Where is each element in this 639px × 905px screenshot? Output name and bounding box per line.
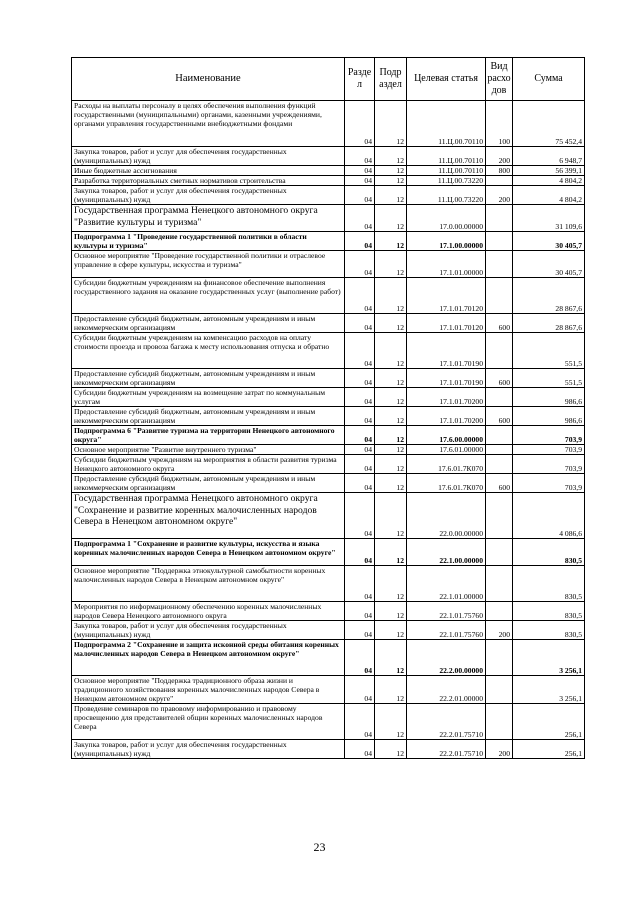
cell-amount: 703,9 — [513, 474, 585, 493]
cell-target: 17.1.01.70120 — [407, 278, 486, 314]
cell-amount: 830,5 — [513, 621, 585, 640]
cell-amount: 551,5 — [513, 369, 585, 388]
cell-subsection: 12 — [375, 640, 407, 676]
table-row — [72, 369, 585, 388]
cell-name: Подпрограмма 2 "Сохранение и защита исконной среды обитания коренных малочисленных народов Севера в Ненецком автономном округе" — [72, 640, 345, 676]
cell-target: 22.1.01.75760 — [407, 621, 486, 640]
header-name: Наименование — [72, 58, 345, 101]
cell-subsection: 12 — [375, 474, 407, 493]
cell-section: 04 — [345, 455, 375, 474]
cell-expense-type — [486, 539, 513, 566]
cell-subsection: 12 — [375, 407, 407, 426]
cell-section: 04 — [345, 101, 375, 147]
cell-name: Предоставление субсидий бюджетным, автономным учреждениям и иным некоммерческим организациям — [72, 407, 345, 426]
cell-amount: 30 405,7 — [513, 251, 585, 278]
cell-expense-type — [486, 493, 513, 539]
cell-expense-type — [486, 278, 513, 314]
header-amount: Сумма — [513, 58, 585, 101]
cell-target: 22.1.01.75760 — [407, 602, 486, 621]
cell-section: 04 — [345, 676, 375, 704]
cell-name: Основное мероприятие "Поддержка традиционного образа жизни и традиционного хозяйствования коренных малочисленных народов Севера в Ненецком автономном округе" — [72, 676, 345, 704]
cell-target: 22.1.00.00000 — [407, 539, 486, 566]
cell-name: Подпрограмма 1 "Проведение государственной политики в области культуры и туризма" — [72, 232, 345, 251]
cell-section: 04 — [345, 205, 375, 232]
cell-target: 17.1.01.70120 — [407, 314, 486, 333]
cell-name: Подпрограмма 6 "Развитие туризма на территории Ненецкого автономного округа" — [72, 426, 345, 445]
cell-target: 11.Ц.00.73220 — [407, 176, 486, 186]
cell-amount: 28 867,6 — [513, 278, 585, 314]
table-body — [72, 101, 585, 759]
cell-section: 04 — [345, 426, 375, 445]
cell-expense-type: 600 — [486, 369, 513, 388]
cell-target: 17.6.00.00000 — [407, 426, 486, 445]
cell-expense-type — [486, 232, 513, 251]
table-row — [72, 205, 585, 232]
table-row — [72, 186, 585, 205]
cell-expense-type — [486, 445, 513, 455]
cell-name: Иные бюджетные ассигнования — [72, 166, 345, 176]
cell-section: 04 — [345, 445, 375, 455]
cell-name: Закупка товаров, работ и услуг для обеспечения государственных (муниципальных) нужд — [72, 147, 345, 166]
budget-table — [71, 57, 585, 759]
cell-amount: 30 405,7 — [513, 232, 585, 251]
cell-amount: 4 804,2 — [513, 176, 585, 186]
table-row — [72, 474, 585, 493]
cell-amount: 551,5 — [513, 333, 585, 369]
cell-target: 22.2.01.75710 — [407, 704, 486, 740]
cell-section: 04 — [345, 369, 375, 388]
table-row — [72, 388, 585, 407]
cell-amount: 703,9 — [513, 426, 585, 445]
cell-target: 22.0.00.00000 — [407, 493, 486, 539]
cell-expense-type — [486, 176, 513, 186]
cell-target: 22.2.01.00000 — [407, 676, 486, 704]
cell-expense-type — [486, 676, 513, 704]
cell-subsection: 12 — [375, 455, 407, 474]
cell-expense-type — [486, 566, 513, 602]
cell-section: 04 — [345, 493, 375, 539]
cell-name: Разработка территориальных сметных нормативов строительства — [72, 176, 345, 186]
cell-subsection: 12 — [375, 676, 407, 704]
cell-section: 04 — [345, 147, 375, 166]
cell-target: 11.Ц.00.70110 — [407, 166, 486, 176]
cell-name: Подпрограмма 1 "Сохранение и развитие культуры, искусства и языка коренных малочисленных народов Севера в Ненецком автономном округе" — [72, 539, 345, 566]
cell-subsection: 12 — [375, 369, 407, 388]
table-row — [72, 407, 585, 426]
cell-name: Основное мероприятие "Проведение государственной политики и отраслевое управление в сфере культуры, искусства и туризма" — [72, 251, 345, 278]
table-row — [72, 333, 585, 369]
cell-amount: 31 109,6 — [513, 205, 585, 232]
table-row — [72, 166, 585, 176]
cell-subsection: 12 — [375, 388, 407, 407]
table-row — [72, 539, 585, 566]
cell-expense-type — [486, 251, 513, 278]
header-expense-type: Вид расхо дов — [486, 58, 513, 101]
cell-target: 11.Ц.00.70110 — [407, 101, 486, 147]
table-row — [72, 176, 585, 186]
cell-section: 04 — [345, 232, 375, 251]
table-row — [72, 602, 585, 621]
cell-section: 04 — [345, 176, 375, 186]
cell-name: Государственная программа Ненецкого автономного округа "Сохранение и развитие коренных малочисленных народов Севера в Ненецком автономном округе" — [72, 493, 345, 539]
cell-subsection: 12 — [375, 176, 407, 186]
cell-expense-type: 600 — [486, 407, 513, 426]
cell-name: Субсидии бюджетным учреждениям на компенсацию расходов на оплату стоимости проезда и провоза багажа к месту использования отпуска и обратно — [72, 333, 345, 369]
cell-section: 04 — [345, 602, 375, 621]
cell-amount: 3 256,1 — [513, 676, 585, 704]
cell-section: 04 — [345, 407, 375, 426]
cell-name: Проведение семинаров по правовому информированию и правовому просвещению для представителей общин коренных малочисленных народов Севера — [72, 704, 345, 740]
cell-target: 17.0.00.00000 — [407, 205, 486, 232]
cell-subsection: 12 — [375, 445, 407, 455]
cell-subsection: 12 — [375, 278, 407, 314]
cell-amount: 986,6 — [513, 388, 585, 407]
cell-section: 04 — [345, 566, 375, 602]
cell-target: 17.1.01.70190 — [407, 333, 486, 369]
page-number: 23 — [313, 840, 326, 854]
cell-target: 17.1.01.00000 — [407, 251, 486, 278]
cell-subsection: 12 — [375, 704, 407, 740]
cell-section: 04 — [345, 621, 375, 640]
cell-name: Закупка товаров, работ и услуг для обеспечения государственных (муниципальных) нужд — [72, 621, 345, 640]
cell-target: 22.1.01.00000 — [407, 566, 486, 602]
cell-name: Предоставление субсидий бюджетным, автономным учреждениям и иным некоммерческим организациям — [72, 369, 345, 388]
cell-amount: 4 086,6 — [513, 493, 585, 539]
cell-section: 04 — [345, 704, 375, 740]
cell-expense-type: 600 — [486, 314, 513, 333]
cell-subsection: 12 — [375, 602, 407, 621]
table-row — [72, 278, 585, 314]
cell-name: Субсидии бюджетным учреждениям на финансовое обеспечение выполнения государственного задания на оказание государственных услуг (выполнение работ) — [72, 278, 345, 314]
cell-subsection: 12 — [375, 314, 407, 333]
cell-amount: 703,9 — [513, 445, 585, 455]
cell-subsection: 12 — [375, 493, 407, 539]
cell-subsection: 12 — [375, 101, 407, 147]
cell-name: Расходы на выплаты персоналу в целях обеспечения выполнения функций государственными (муниципальными) органами, казенными учреждениями, органами управления государственными внебюджетными фондами — [72, 101, 345, 147]
cell-amount: 256,1 — [513, 740, 585, 759]
cell-subsection: 12 — [375, 232, 407, 251]
budget-table-container — [71, 57, 584, 759]
cell-target: 11.Ц.00.73220 — [407, 186, 486, 205]
cell-subsection: 12 — [375, 426, 407, 445]
table-row — [72, 676, 585, 704]
header-target: Целевая статья — [407, 58, 486, 101]
table-row — [72, 426, 585, 445]
cell-expense-type — [486, 602, 513, 621]
cell-amount: 28 867,6 — [513, 314, 585, 333]
cell-subsection: 12 — [375, 251, 407, 278]
table-row — [72, 640, 585, 676]
cell-expense-type: 800 — [486, 166, 513, 176]
cell-expense-type: 200 — [486, 621, 513, 640]
cell-expense-type — [486, 205, 513, 232]
cell-section: 04 — [345, 474, 375, 493]
cell-name: Государственная программа Ненецкого автономного округа "Развитие культуры и туризма" — [72, 205, 345, 232]
cell-expense-type: 200 — [486, 186, 513, 205]
cell-expense-type: 200 — [486, 147, 513, 166]
cell-section: 04 — [345, 186, 375, 205]
cell-amount: 6 948,7 — [513, 147, 585, 166]
cell-section: 04 — [345, 539, 375, 566]
cell-expense-type — [486, 704, 513, 740]
table-row — [72, 101, 585, 147]
cell-name: Закупка товаров, работ и услуг для обеспечения государственных (муниципальных) нужд — [72, 186, 345, 205]
cell-subsection: 12 — [375, 740, 407, 759]
cell-section: 04 — [345, 333, 375, 369]
cell-expense-type: 200 — [486, 740, 513, 759]
table-row — [72, 232, 585, 251]
cell-name: Субсидии бюджетным учреждениям на мероприятия в области развития туризма Ненецкого автономного округа — [72, 455, 345, 474]
cell-section: 04 — [345, 278, 375, 314]
cell-expense-type — [486, 455, 513, 474]
cell-name: Основное мероприятие "Развитие внутреннего туризма" — [72, 445, 345, 455]
cell-amount: 830,5 — [513, 602, 585, 621]
cell-amount: 4 804,2 — [513, 186, 585, 205]
cell-subsection: 12 — [375, 621, 407, 640]
cell-subsection: 12 — [375, 186, 407, 205]
cell-section: 04 — [345, 251, 375, 278]
cell-expense-type: 600 — [486, 474, 513, 493]
cell-subsection: 12 — [375, 333, 407, 369]
cell-subsection: 12 — [375, 539, 407, 566]
table-row — [72, 493, 585, 539]
cell-subsection: 12 — [375, 205, 407, 232]
cell-target: 22.2.01.75710 — [407, 740, 486, 759]
cell-expense-type — [486, 333, 513, 369]
header-section: Разде л — [345, 58, 375, 101]
table-row — [72, 455, 585, 474]
table-row — [72, 704, 585, 740]
table-row — [72, 314, 585, 333]
cell-target: 17.1.00.00000 — [407, 232, 486, 251]
cell-name: Субсидии бюджетным учреждениям на возмещение затрат по коммунальным услугам — [72, 388, 345, 407]
cell-subsection: 12 — [375, 147, 407, 166]
cell-expense-type: 100 — [486, 101, 513, 147]
cell-subsection: 12 — [375, 566, 407, 602]
header-subsection: Подр аздел — [375, 58, 407, 101]
table-header-row — [72, 58, 585, 101]
cell-amount: 3 256,1 — [513, 640, 585, 676]
table-row — [72, 740, 585, 759]
cell-subsection: 12 — [375, 166, 407, 176]
cell-section: 04 — [345, 388, 375, 407]
cell-name: Мероприятия по информационному обеспечению коренных малочисленных народов Севера Ненецкого автономного округа — [72, 602, 345, 621]
cell-expense-type — [486, 640, 513, 676]
cell-expense-type — [486, 426, 513, 445]
table-row — [72, 251, 585, 278]
cell-target: 22.2.00.00000 — [407, 640, 486, 676]
table-row — [72, 566, 585, 602]
cell-target: 17.6.01.7К070 — [407, 455, 486, 474]
cell-section: 04 — [345, 314, 375, 333]
cell-target: 17.1.01.70200 — [407, 388, 486, 407]
cell-name: Основное мероприятие "Поддержка этнокультурной самобытности коренных малочисленных народов Севера в Ненецком автономном округе" — [72, 566, 345, 602]
cell-section: 04 — [345, 166, 375, 176]
cell-expense-type — [486, 388, 513, 407]
table-row — [72, 621, 585, 640]
cell-target: 11.Ц.00.70110 — [407, 147, 486, 166]
cell-section: 04 — [345, 640, 375, 676]
table-row — [72, 147, 585, 166]
cell-target: 17.1.01.70190 — [407, 369, 486, 388]
cell-target: 17.6.01.00000 — [407, 445, 486, 455]
cell-target: 17.6.01.7К070 — [407, 474, 486, 493]
cell-amount: 56 399,1 — [513, 166, 585, 176]
table-row — [72, 445, 585, 455]
cell-amount: 830,5 — [513, 566, 585, 602]
cell-amount: 830,5 — [513, 539, 585, 566]
cell-name: Предоставление субсидий бюджетным, автономным учреждениям и иным некоммерческим организациям — [72, 314, 345, 333]
cell-name: Закупка товаров, работ и услуг для обеспечения государственных (муниципальных) нужд — [72, 740, 345, 759]
cell-amount: 75 452,4 — [513, 101, 585, 147]
cell-amount: 256,1 — [513, 704, 585, 740]
cell-name: Предоставление субсидий бюджетным, автономным учреждениям и иным некоммерческим организациям — [72, 474, 345, 493]
cell-target: 17.1.01.70200 — [407, 407, 486, 426]
cell-amount: 986,6 — [513, 407, 585, 426]
cell-amount: 703,9 — [513, 455, 585, 474]
cell-section: 04 — [345, 740, 375, 759]
